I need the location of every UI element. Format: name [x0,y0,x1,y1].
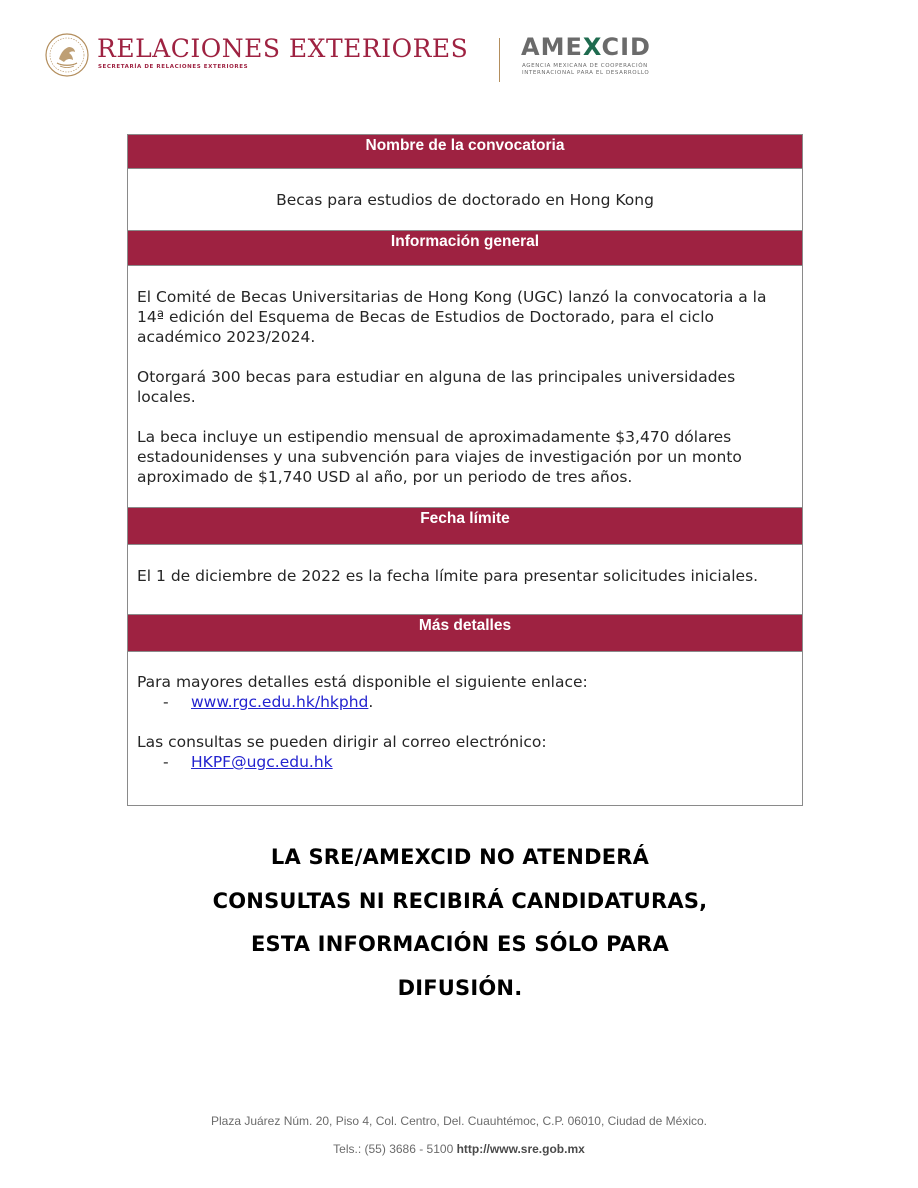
amexcid-logo-x: X [582,33,602,61]
mexico-seal-icon [44,32,90,78]
amexcid-subtitle [522,63,649,77]
amexcid-logo [521,33,651,61]
section-heading-nombre: Nombre de la convocatoria [128,135,802,168]
footer-address: Plaza Juárez Núm. 20, Piso 4, Col. Centro, Del. Cuauhtémoc, C.P. 06010, Ciudad de México. [210,1114,708,1128]
notice-line-2: CONSULTAS NI RECIBIRÁ CANDIDATURAS, [212,888,708,913]
list-item [137,692,793,712]
amexcid-subtitle-line1: AGENCIA MEXICANA DE COOPERACIÓN [522,63,648,69]
footer-contact [0,1142,918,1156]
section-heading-detalles: Más detalles [128,615,802,651]
bullet-dash: - [163,753,169,771]
notice-line-1: LA SRE/AMEXCID NO ATENDERÁ [270,845,650,869]
sre-subtitle: SECRETARÍA DE RELACIONES EXTERIORES [98,64,249,70]
notice-line-4: DIFUSIÓN. [397,975,523,1000]
amexcid-logo-part3: CID [601,33,651,61]
sre-name: RELACIONES EXTERIORES [97,34,469,63]
header-divider [499,38,500,82]
section-heading-fecha: Fecha límite [128,508,802,544]
section-body-info [128,265,802,508]
info-paragraph-1: El Comité de Becas Universitarias de Hong Kong (UGC) lanzó la convocatoria a la 14ª edición del Esquema de Becas de Estudios de Doctorado, para el ciclo académico 2023/2024. [137,288,767,346]
link-line [191,692,373,712]
footer-phone: Tels.: (55) 3686 - 5100 [333,1142,457,1156]
rgc-link[interactable]: www.rgc.edu.hk/hkphd [191,693,369,711]
info-paragraph-2: Otorgará 300 becas para estudiar en alguna de las principales universidades locales. [137,368,736,406]
info-paragraph-3: La beca incluye un estipendio mensual de aproximadamente $3,470 dólares estadounidenses y una subvención para viajes de investigación por un monto aproximado de $1,740 USD al año, por un periodo de tres años. [137,428,742,486]
section-body-detalles [128,651,802,805]
list-item [137,752,793,772]
detalles-link-intro: Para mayores detalles está disponible el siguiente enlace: [137,673,588,691]
section-heading-info: Información general [128,231,802,265]
amexcid-logo-part1: AME [521,33,583,61]
detalles-email-intro: Las consultas se pueden dirigir al correo electrónico: [137,733,547,751]
disclaimer-notice [160,836,760,1010]
email-link[interactable]: HKPF@ugc.edu.hk [191,753,333,771]
section-body-fecha: El 1 de diciembre de 2022 es la fecha límite para presentar solicitudes iniciales. [128,544,802,615]
section-body-nombre: Becas para estudios de doctorado en Hong Kong [128,168,802,231]
page-header [44,30,704,86]
bullet-dash: - [163,693,169,711]
link-suffix: . [368,693,374,711]
amexcid-subtitle-line2: INTERNACIONAL PARA EL DESARROLLO [522,70,650,76]
footer-website-link[interactable]: http://www.sre.gob.mx [456,1142,585,1156]
notice-line-3: ESTA INFORMACIÓN ES SÓLO PARA [250,932,670,956]
convocatoria-table [127,134,803,806]
